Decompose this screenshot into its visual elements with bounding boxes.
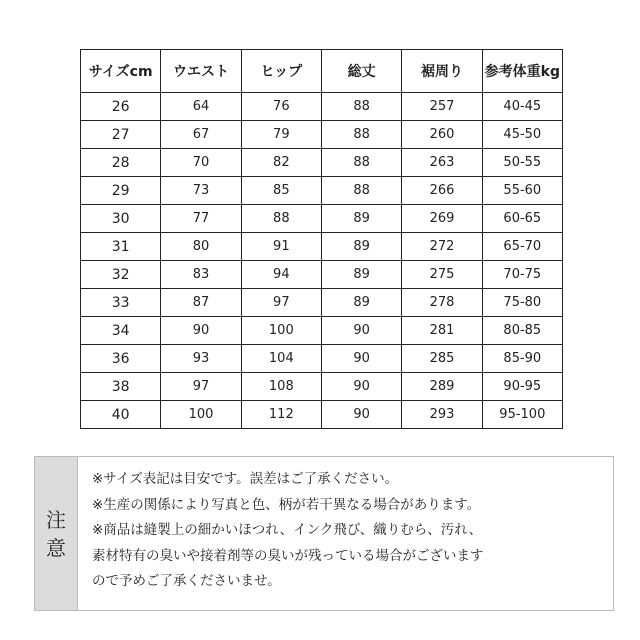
- table-cell: 88: [321, 177, 401, 205]
- table-cell: 97: [241, 289, 321, 317]
- table-cell: 263: [402, 149, 482, 177]
- table-row: [81, 317, 563, 345]
- table-cell: 281: [402, 317, 482, 345]
- table-row: [81, 121, 563, 149]
- table-cell: 27: [81, 121, 161, 149]
- table-cell: 278: [402, 289, 482, 317]
- table-cell: 83: [161, 261, 241, 289]
- table-cell: 50-55: [482, 149, 562, 177]
- header-size: サイズcm: [81, 50, 161, 93]
- table-cell: 285: [402, 345, 482, 373]
- table-row: [81, 205, 563, 233]
- table-cell: 55-60: [482, 177, 562, 205]
- notes-line: ※サイズ表記は目安です。誤差はご了承ください。: [92, 471, 399, 487]
- table-row: [81, 233, 563, 261]
- header-total-length: 総丈: [321, 50, 401, 93]
- table-cell: 45-50: [482, 121, 562, 149]
- table-cell: 73: [161, 177, 241, 205]
- table-cell: 67: [161, 121, 241, 149]
- table-cell: 269: [402, 205, 482, 233]
- table-cell: 89: [321, 233, 401, 261]
- table-cell: 112: [241, 401, 321, 429]
- table-cell: 260: [402, 121, 482, 149]
- table-cell: 97: [161, 373, 241, 401]
- table-cell: 257: [402, 93, 482, 121]
- table-cell: 275: [402, 261, 482, 289]
- table-cell: 90: [161, 317, 241, 345]
- table-cell: 85-90: [482, 345, 562, 373]
- notes-label-char: 注: [46, 507, 66, 532]
- table-row: [81, 373, 563, 401]
- table-cell: 91: [241, 233, 321, 261]
- notes-label-char: 意: [46, 535, 66, 560]
- table-cell: 30: [81, 205, 161, 233]
- table-cell: 60-65: [482, 205, 562, 233]
- table-cell: 88: [321, 93, 401, 121]
- header-weight: 参考体重kg: [482, 50, 562, 93]
- table-cell: 266: [402, 177, 482, 205]
- table-row: [81, 149, 563, 177]
- table-cell: 100: [161, 401, 241, 429]
- table-cell: 272: [402, 233, 482, 261]
- table-body: [81, 93, 563, 429]
- notes-label: [35, 457, 78, 610]
- header-waist: ウエスト: [161, 50, 241, 93]
- table-cell: 90: [321, 317, 401, 345]
- table-cell: 80: [161, 233, 241, 261]
- table-cell: 87: [161, 289, 241, 317]
- table-cell: 80-85: [482, 317, 562, 345]
- table-cell: 89: [321, 261, 401, 289]
- table-cell: 89: [321, 205, 401, 233]
- table-cell: 79: [241, 121, 321, 149]
- table-cell: 108: [241, 373, 321, 401]
- table-row: [81, 93, 563, 121]
- notes-line: ので予めご了承くださいませ。: [92, 573, 281, 589]
- table-row: [81, 261, 563, 289]
- table-cell: 104: [241, 345, 321, 373]
- table-row: [81, 289, 563, 317]
- table-cell: 93: [161, 345, 241, 373]
- table-cell: 31: [81, 233, 161, 261]
- table-cell: 64: [161, 93, 241, 121]
- table-cell: 293: [402, 401, 482, 429]
- notes-line: 素材特有の臭いや接着剤等の臭いが残っている場合がございます: [92, 547, 484, 564]
- table-cell: 29: [81, 177, 161, 205]
- table-cell: 77: [161, 205, 241, 233]
- table-cell: 76: [241, 93, 321, 121]
- table-cell: 40: [81, 401, 161, 429]
- table-cell: 70-75: [482, 261, 562, 289]
- notes-line: ※商品は縫製上の細かいほつれ、インク飛び、織りむら、汚れ、: [92, 522, 483, 538]
- table-cell: 90: [321, 373, 401, 401]
- table-cell: 289: [402, 373, 482, 401]
- table-cell: 88: [241, 205, 321, 233]
- table-cell: 36: [81, 345, 161, 373]
- notes-line: ※生産の関係により写真と色、柄が若干異なる場合があります。: [92, 496, 481, 513]
- table-cell: 28: [81, 149, 161, 177]
- table-cell: 89: [321, 289, 401, 317]
- table-cell: 88: [321, 121, 401, 149]
- table-cell: 38: [81, 373, 161, 401]
- table-cell: 32: [81, 261, 161, 289]
- table-row: [81, 345, 563, 373]
- table-header-row: [81, 50, 563, 93]
- table-cell: 100: [241, 317, 321, 345]
- table-row: [81, 401, 563, 429]
- table-cell: 75-80: [482, 289, 562, 317]
- table-cell: 82: [241, 149, 321, 177]
- table-cell: 40-45: [482, 93, 562, 121]
- table-cell: 90: [321, 345, 401, 373]
- table-cell: 65-70: [482, 233, 562, 261]
- size-table: [80, 49, 563, 429]
- table-cell: 94: [241, 261, 321, 289]
- table-cell: 90-95: [482, 373, 562, 401]
- header-hem: 裾周り: [402, 50, 482, 93]
- table-cell: 88: [321, 149, 401, 177]
- header-hip: ヒップ: [241, 50, 321, 93]
- table-cell: 95-100: [482, 401, 562, 429]
- table-cell: 85: [241, 177, 321, 205]
- notes-box: [34, 456, 614, 611]
- table-cell: 70: [161, 149, 241, 177]
- table-cell: 33: [81, 289, 161, 317]
- table-row: [81, 177, 563, 205]
- notes-body: [78, 457, 613, 610]
- table-cell: 26: [81, 93, 161, 121]
- table-cell: 90: [321, 401, 401, 429]
- table-cell: 34: [81, 317, 161, 345]
